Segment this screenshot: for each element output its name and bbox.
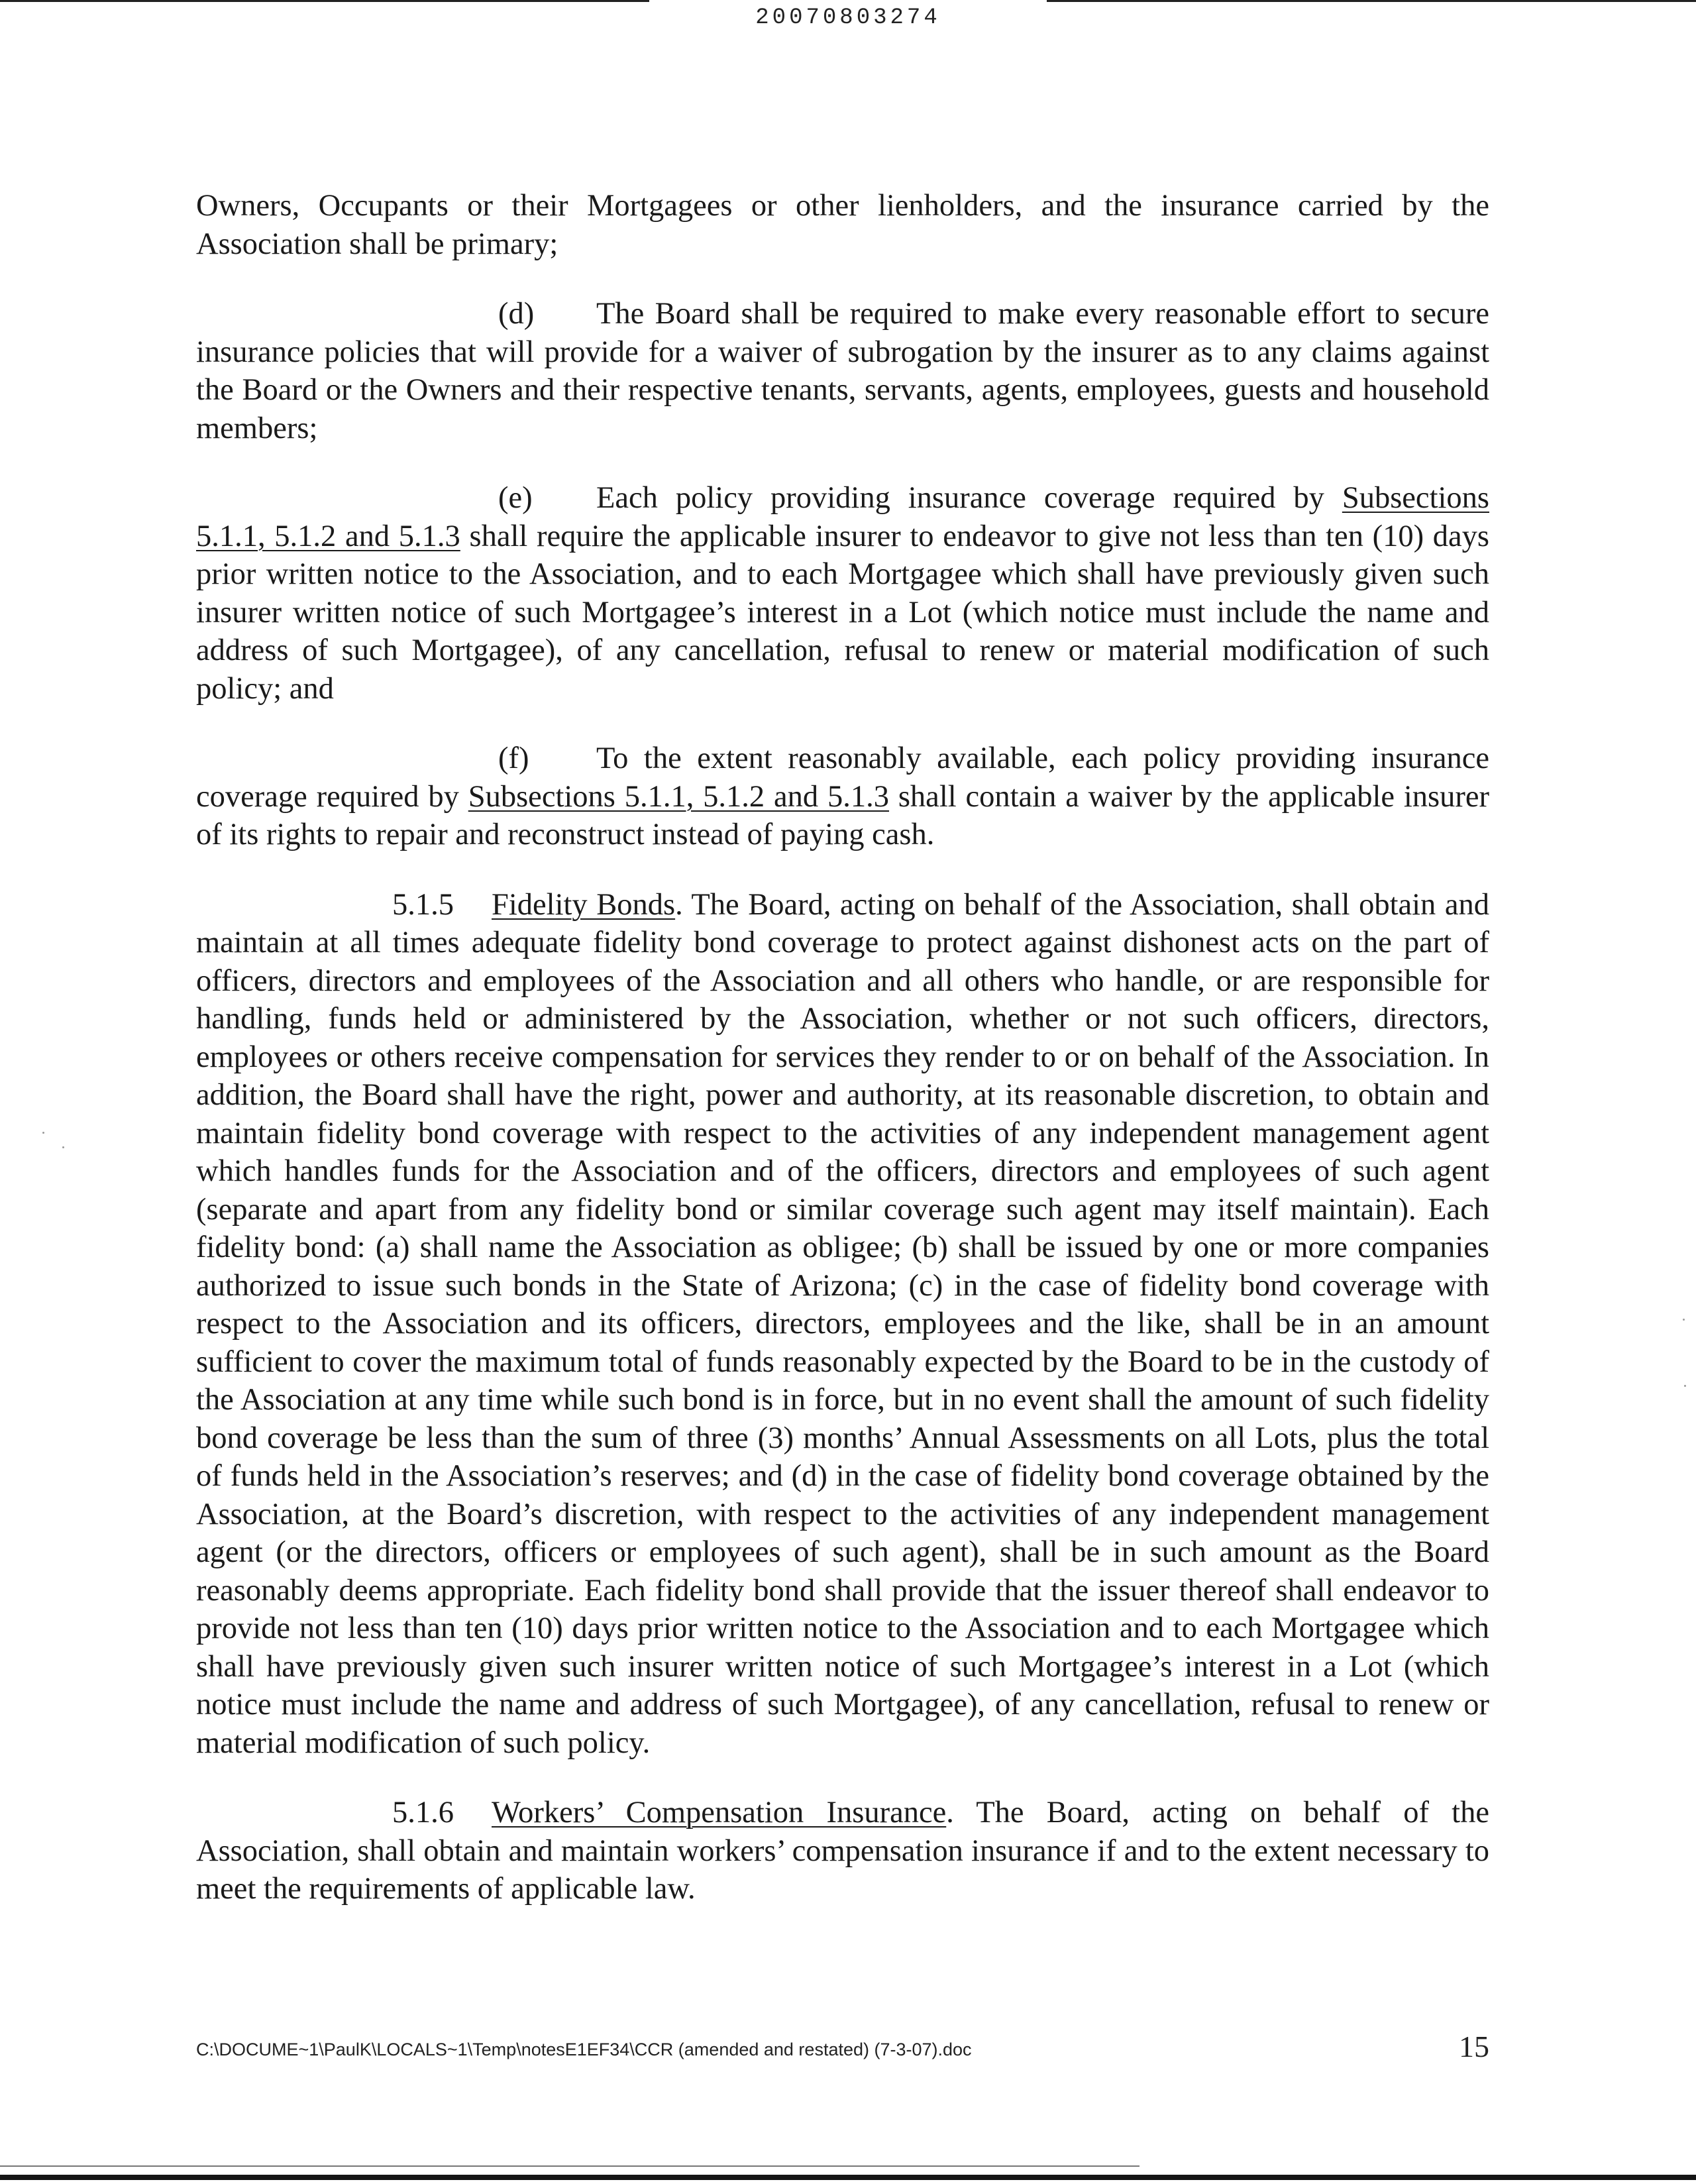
paragraph-text: shall require the applicable insurer to endeavor to give not less than ten (10) days prior written notice to the Association, and to each Mortgagee which shall have previously given such insurer written notice of such Mortgagee’s interest in a Lot (which notice must include the name and address of such Mortgagee), of any cancellation, refusal to renew or material modification of such policy; and <box>196 519 1490 706</box>
footer-file-path: C:\DOCUME~1\PaulK\LOCALS~1\Temp\notesE1EF34\CCR (amended and restated) (7-3-07).doc <box>196 2040 972 2059</box>
section-text: . The Board, acting on behalf of the Association, shall obtain and maintain at all times adequate fidelity bond coverage to protect against dishonest acts on the part of officers, directors and employees of the Association and all others who handle, or are responsible for handling, funds held or administered by the Association, whether or not such officers, directors, employees or others receive compensation for services they render to or on behalf of the Association. In addition, the Board shall have the right, power and authority, at its reasonable discretion, to obtain and maintain fidelity bond coverage with respect to the activities of any independent management agent which handles funds for the Association and of the officers, directors and employees of such agent (separate and apart from any fidelity bond or similar coverage such agent may itself maintain). Each fidelity bond: (a) shall name the Association as obligee; (b) shall be issued by one or more companies authorized to issue such bonds in the State of Arizona; (c) in the case of fidelity bond coverage with respect to the Association and its officers, directors, employees and the like, shall be in an amount sufficient to cover the maximum total of funds reasonably expected by the Board to be in the custody of the Association at any time while such bond is in force, but in no event shall the amount of such fidelity bond coverage be less than the sum of three (3) months’ Annual Assessments on all Lots, plus the total of funds held in the Association’s reserves; and (d) in the case of fidelity bond coverage obtained by the Association, at the Board’s discretion, with respect to the activities of any independent management agent (or the directors, officers or employees of such agent), shall be in such amount as the Board reasonably deems appropriate. Each fidelity bond shall provide that the issuer thereof shall endeavor to provide not less than ten (10) days prior written notice to the Association and to each Mortgagee which shall have previously given such insurer written notice of such Mortgagee’s interest in a Lot (which notice must include the name and address of such Mortgagee), of any cancellation, refusal to renew or material modification of such policy. <box>196 887 1489 1760</box>
scan-speck <box>1684 1385 1686 1387</box>
scan-speck <box>42 1132 44 1134</box>
scan-speck <box>1683 1319 1685 1321</box>
page-number: 15 <box>1459 2030 1489 2063</box>
paragraph-c-continuation: Owners, Occupants or their Mortgagees or other lienholders, and the insurance carried by the Association shall be primary; <box>196 189 1489 261</box>
paragraph-d <box>196 295 1489 447</box>
subsection-reference: Subsections 5.1.1, 5.1.2 and 5.1.3 <box>468 779 889 814</box>
section-5-1-6 <box>196 1794 1489 1908</box>
paragraph-text: To the extent reasonably available, each policy providing insurance coverage required by <box>196 741 1489 814</box>
document-body <box>196 187 1489 1940</box>
section-text: . The Board, acting on behalf of the Association, shall obtain and maintain workers’ compensation insurance if and to the extent necessary to meet the requirements of applicable law. <box>196 1796 1489 1906</box>
paragraph-text: The Board shall be required to make every reasonable effort to secure insurance policies that will provide for a waiver of subrogation by the insurer as to any claims against the Board or the Owners and their respective tenants, servants, agents, employees, guests and household members; <box>196 297 1489 445</box>
scan-border-top-left <box>0 0 649 2</box>
section-heading: Fidelity Bonds <box>492 887 676 922</box>
section-heading: Workers’ Compensation Insurance <box>492 1796 947 1829</box>
paragraph-e <box>196 479 1489 708</box>
section-number: 5.1.6 <box>392 1796 454 1829</box>
scan-border-bottom <box>0 2175 1696 2180</box>
paragraph-label: (e) <box>498 481 533 515</box>
paragraph-label: (d) <box>498 297 535 331</box>
scan-border-top-right <box>1047 0 1696 2</box>
paragraph-text: Each policy providing insurance coverage required by <box>596 481 1342 515</box>
recording-number: 20070803274 <box>755 5 941 30</box>
scan-border-bottom-thin <box>0 2165 1140 2167</box>
scan-speck <box>62 1146 64 1148</box>
paragraph-label: (f) <box>498 741 529 775</box>
paragraph-text: shall contain a waiver by the applicable insurer of its rights to repair and reconstruct instead of paying cash. <box>196 779 1490 851</box>
section-5-1-5 <box>196 886 1489 1763</box>
paragraph-f <box>196 739 1489 854</box>
subsection-reference: Subsections 5.1.1, 5.1.2 and 5.1.3 <box>196 481 1489 553</box>
section-number: 5.1.5 <box>392 887 454 922</box>
